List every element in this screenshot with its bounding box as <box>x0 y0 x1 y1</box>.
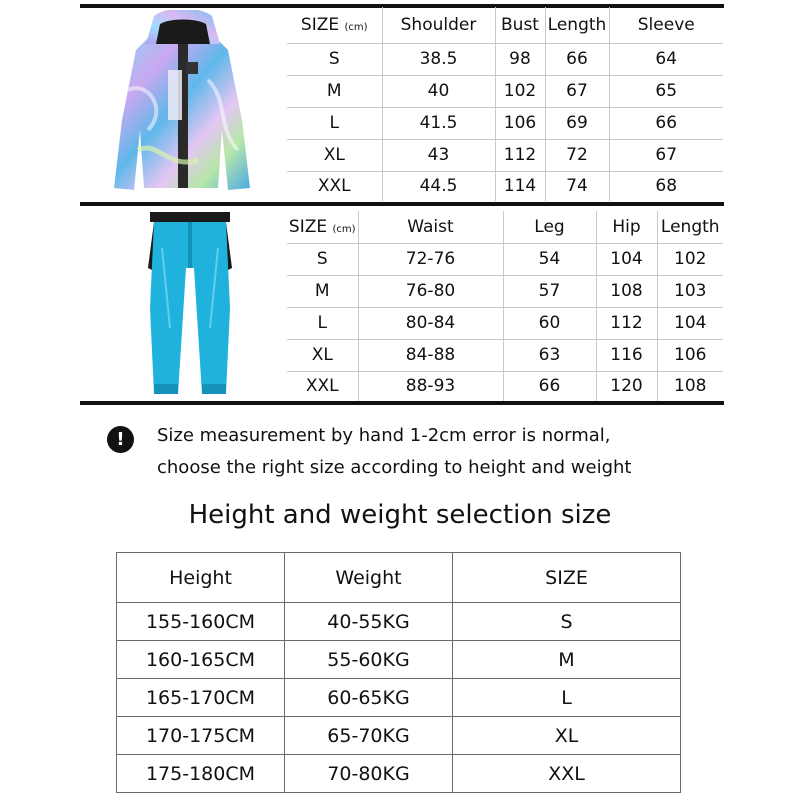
table-cell: 108 <box>596 275 657 307</box>
pants-header-leg: Leg <box>503 211 596 243</box>
size-cell: S <box>287 43 382 75</box>
table-cell: 102 <box>495 75 545 107</box>
size-cell: XXL <box>453 755 681 793</box>
jacket-header-length: Length <box>545 7 609 43</box>
header-height: Height <box>117 553 285 603</box>
size-cell: L <box>453 679 681 717</box>
note-line-1: Size measurement by hand 1-2cm error is normal, <box>157 425 611 446</box>
table-row <box>287 275 723 307</box>
table-row <box>117 679 681 717</box>
jacket-image <box>108 10 258 198</box>
table-row <box>287 371 723 401</box>
size-cell: XXL <box>287 171 382 201</box>
table-cell: 116 <box>596 339 657 371</box>
table-cell: 120 <box>596 371 657 401</box>
table-row <box>287 243 723 275</box>
size-cell: L <box>287 107 382 139</box>
table-cell: 108 <box>674 376 707 397</box>
height-cell: 160-165CM <box>117 641 285 679</box>
table-cell: 102 <box>657 243 723 275</box>
pants-image <box>140 208 240 398</box>
selection-title: Height and weight selection size <box>188 500 612 530</box>
table-row <box>287 139 723 171</box>
table-row <box>117 603 681 641</box>
table-cell: 68 <box>655 176 678 197</box>
size-cell: M <box>287 275 358 307</box>
table-cell: 38.5 <box>382 43 495 75</box>
table-cell: 66 <box>503 371 596 401</box>
pants-header-hip: Hip <box>596 211 657 243</box>
size-cell: M <box>287 75 382 107</box>
size-cell: M <box>453 641 681 679</box>
jacket-header-bust: Bust <box>495 7 545 43</box>
table-row <box>287 171 723 201</box>
exclamation-icon: ! <box>107 426 134 453</box>
table-cell: 74 <box>545 171 609 201</box>
table-cell: 60 <box>503 307 596 339</box>
header-weight: Weight <box>285 553 453 603</box>
table-row <box>117 755 681 793</box>
jacket-size-table <box>287 7 723 201</box>
size-cell: L <box>287 307 358 339</box>
size-cell: S <box>287 243 358 275</box>
table-cell: 57 <box>503 275 596 307</box>
table-cell: 98 <box>495 43 545 75</box>
table-cell: 67 <box>545 75 609 107</box>
table-cell: 114 <box>495 171 545 201</box>
table-cell: 88-93 <box>358 371 503 401</box>
table-cell: 43 <box>382 139 495 171</box>
size-cell: S <box>453 603 681 641</box>
table-cell: 72 <box>545 139 609 171</box>
pants-header-waist: Waist <box>358 211 503 243</box>
table-row <box>287 107 723 139</box>
table-row <box>117 641 681 679</box>
table-cell: 65 <box>609 75 723 107</box>
table-cell: 64 <box>609 43 723 75</box>
weight-cell: 40-55KG <box>285 603 453 641</box>
size-cell: XL <box>287 339 358 371</box>
table-cell: 104 <box>596 243 657 275</box>
pants-size-table <box>287 211 723 401</box>
table-cell: 66 <box>545 43 609 75</box>
note-line-2: choose the right size according to height and weight <box>157 457 632 478</box>
table-cell: 72-76 <box>358 243 503 275</box>
selection-header-row <box>117 553 681 603</box>
table-cell: 54 <box>503 243 596 275</box>
pants-header-length: Length <box>657 211 723 243</box>
table-cell: 112 <box>596 307 657 339</box>
weight-cell: 70-80KG <box>285 755 453 793</box>
table-cell: 63 <box>503 339 596 371</box>
jacket-size-header: SIZE (cm) <box>287 7 382 43</box>
table-row <box>287 339 723 371</box>
table-cell: 103 <box>657 275 723 307</box>
height-cell: 165-170CM <box>117 679 285 717</box>
jacket-header-sleeve: Sleeve <box>609 7 723 43</box>
table-row <box>117 717 681 755</box>
table-cell: 80-84 <box>358 307 503 339</box>
table-cell: 84-88 <box>358 339 503 371</box>
height-cell: 155-160CM <box>117 603 285 641</box>
weight-cell: 55-60KG <box>285 641 453 679</box>
table-cell: 106 <box>657 339 723 371</box>
table-row <box>287 43 723 75</box>
table-row <box>287 75 723 107</box>
table-cell: 104 <box>657 307 723 339</box>
jacket-header-shoulder: Shoulder <box>382 7 495 43</box>
pants-header-row <box>287 211 723 243</box>
table-cell: 112 <box>495 139 545 171</box>
table-cell: 69 <box>545 107 609 139</box>
table-cell: 40 <box>382 75 495 107</box>
height-weight-table <box>116 552 681 793</box>
height-cell: 175-180CM <box>117 755 285 793</box>
jacket-header-row <box>287 7 723 43</box>
table-cell: 67 <box>609 139 723 171</box>
header-size: SIZE <box>453 553 681 603</box>
weight-cell: 60-65KG <box>285 679 453 717</box>
table-cell: 66 <box>609 107 723 139</box>
size-cell: XL <box>287 139 382 171</box>
weight-cell: 65-70KG <box>285 717 453 755</box>
size-cell: XL <box>453 717 681 755</box>
bottom-rule <box>80 401 724 405</box>
pants-size-header: SIZE (cm) <box>287 211 358 243</box>
table-cell: 41.5 <box>382 107 495 139</box>
table-cell: 44.5 <box>382 171 495 201</box>
table-cell: 76-80 <box>358 275 503 307</box>
size-cell: XXL <box>287 371 358 401</box>
middle-rule <box>80 202 724 206</box>
height-cell: 170-175CM <box>117 717 285 755</box>
table-row <box>287 307 723 339</box>
table-cell: 106 <box>495 107 545 139</box>
